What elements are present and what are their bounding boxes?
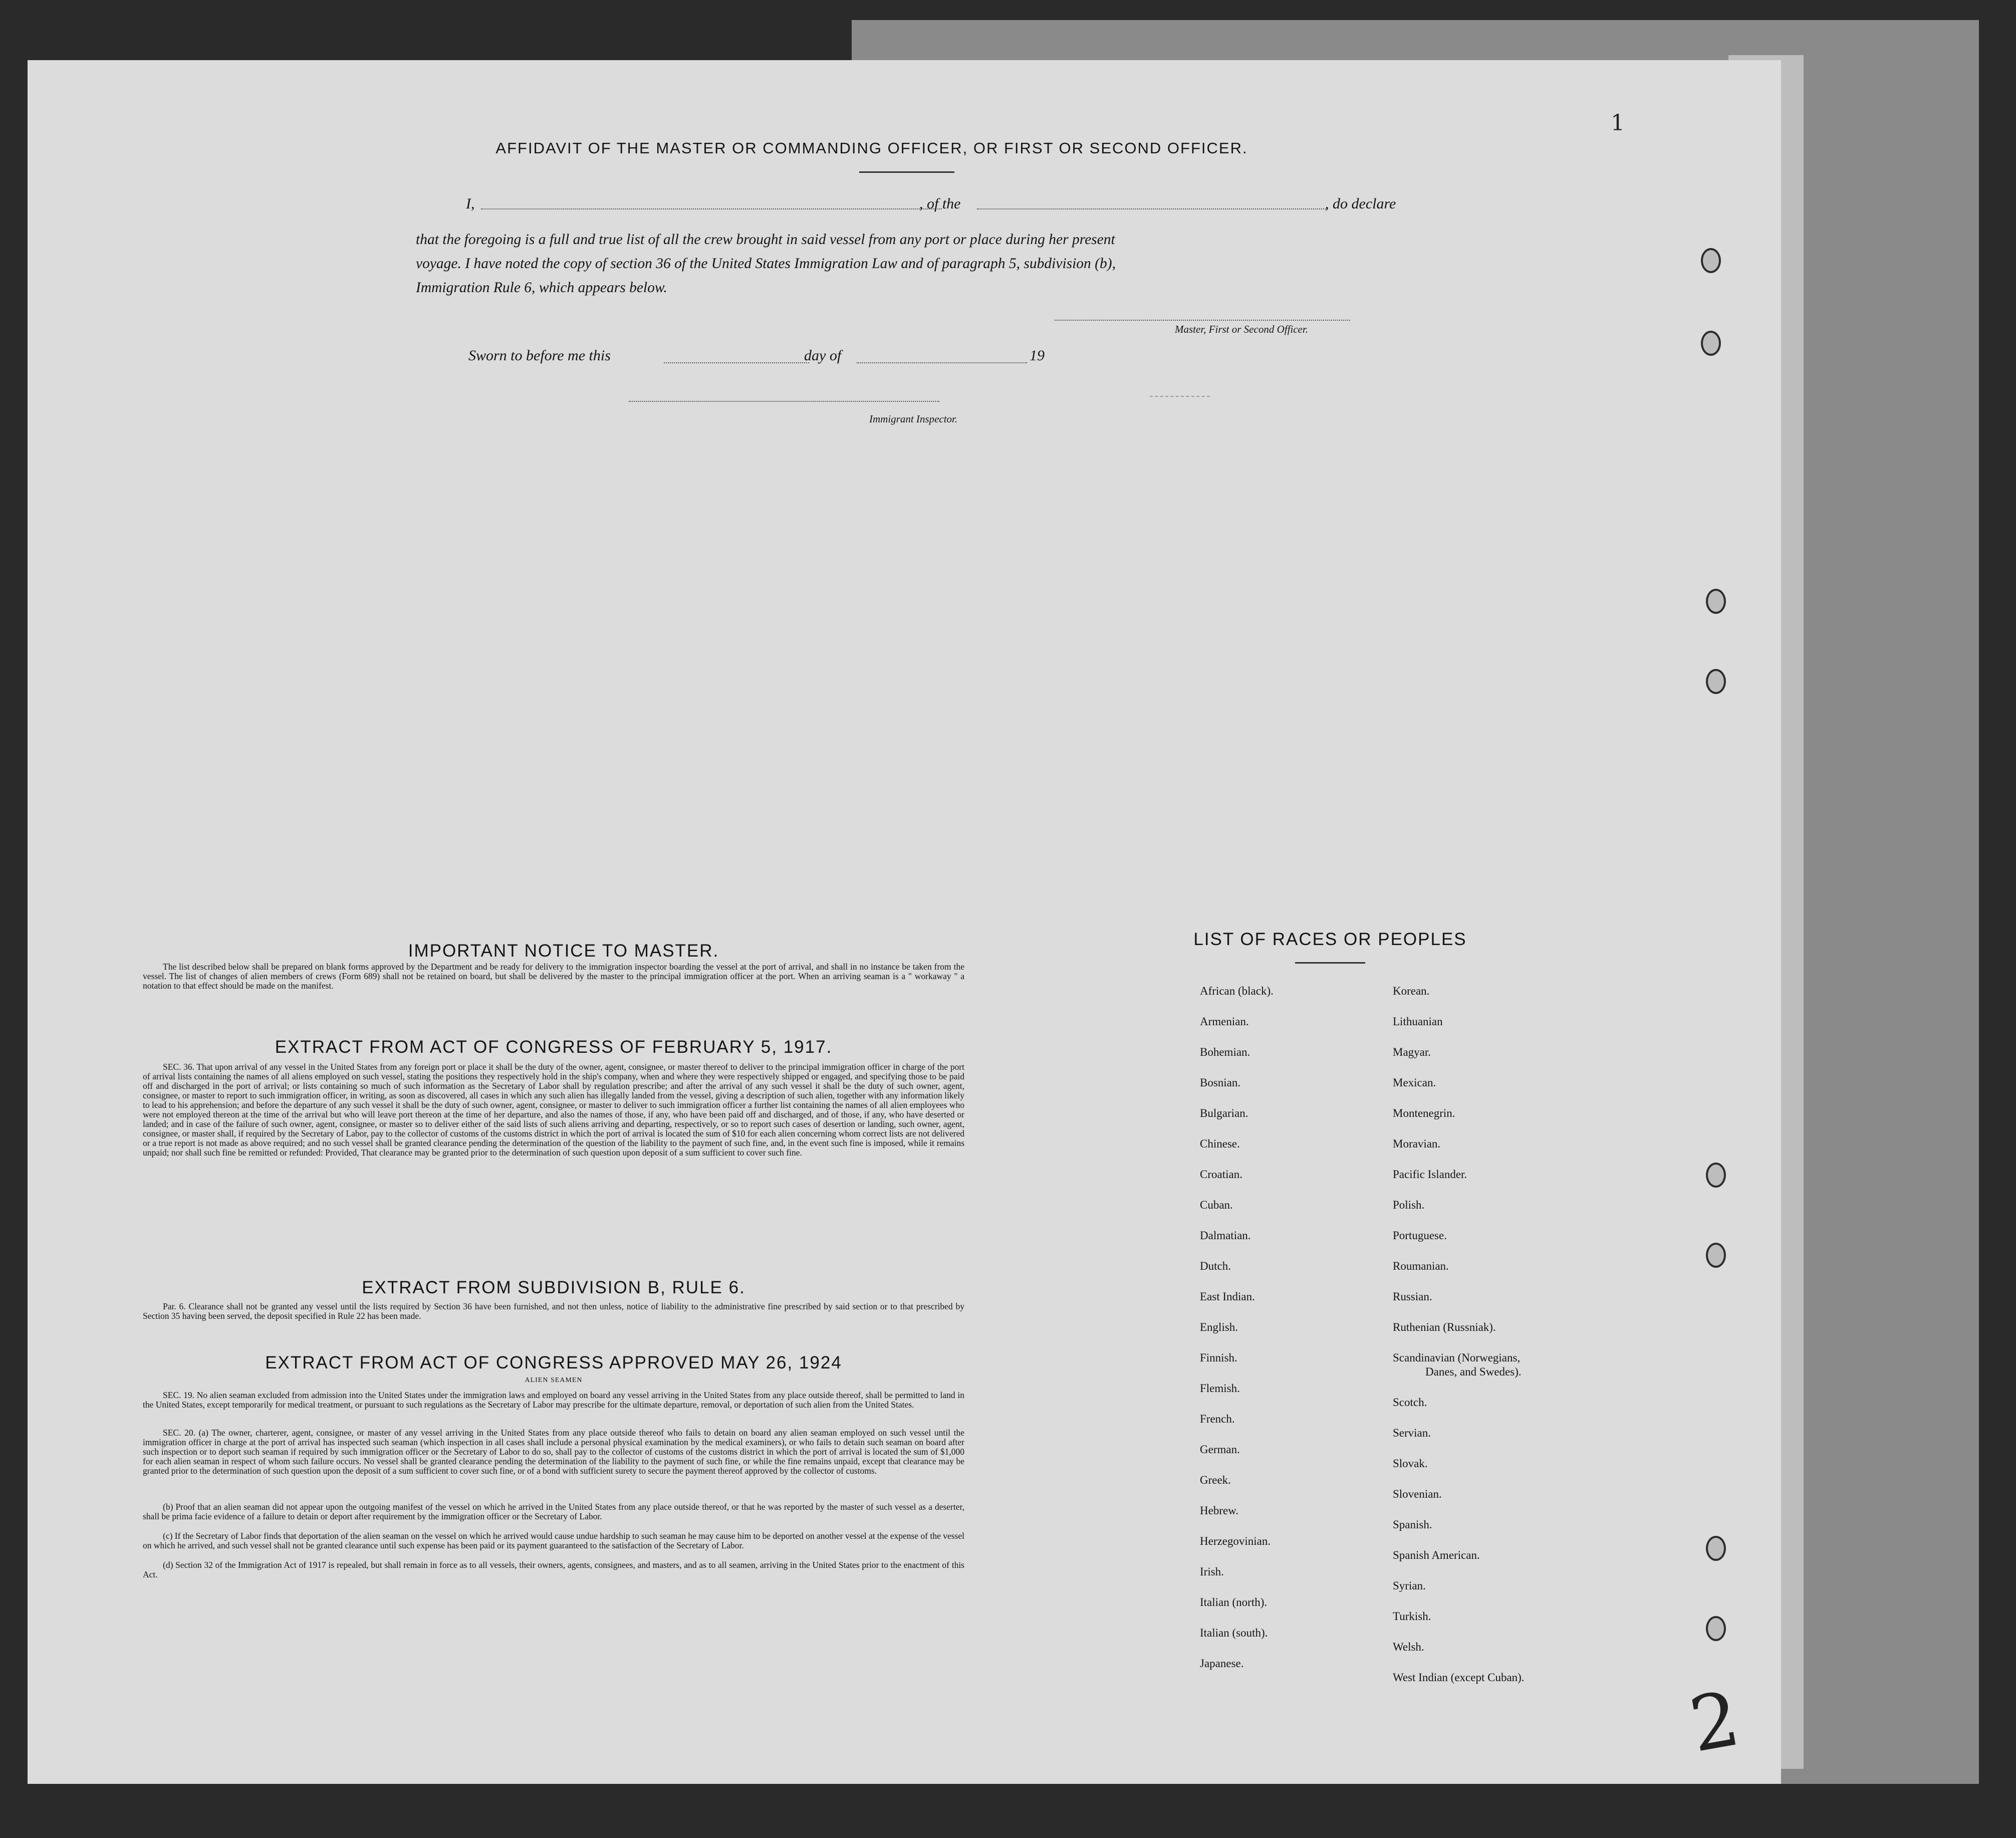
race-item: Greek.: [1200, 1474, 1231, 1486]
sworn-month-blank: [857, 362, 1027, 363]
punch-hole: [1701, 248, 1721, 273]
affidavit-declare: , do declare: [1325, 195, 1396, 212]
race-item: Italian (north).: [1200, 1596, 1268, 1609]
race-item: African (black).: [1200, 985, 1274, 997]
race-item: Danes, and Swedes).: [1425, 1365, 1522, 1378]
vessel-blank: [977, 208, 1328, 209]
corner-mark: 2: [1683, 1675, 1746, 1769]
extract-1917-title: EXTRACT FROM ACT OF CONGRESS OF FEBRUARY 5, 1917.: [275, 1037, 833, 1057]
race-item: Pacific Islander.: [1393, 1168, 1467, 1181]
race-item: Italian (south).: [1200, 1627, 1268, 1639]
manifest-page: [28, 60, 1781, 1784]
race-item: Bulgarian.: [1200, 1107, 1248, 1119]
punch-hole: [1706, 1616, 1726, 1641]
race-item: Herzegovinian.: [1200, 1535, 1271, 1547]
race-item: Cuban.: [1200, 1199, 1233, 1211]
punch-hole: [1706, 1536, 1726, 1561]
extract-1924-subtitle: ALIEN SEAMEN: [525, 1376, 583, 1384]
race-item: French.: [1200, 1413, 1235, 1425]
punch-hole: [1706, 669, 1726, 694]
race-item: Bosnian.: [1200, 1076, 1241, 1089]
race-item: Japanese.: [1200, 1657, 1244, 1670]
race-item: Finnish.: [1200, 1351, 1237, 1364]
race-item: Roumanian.: [1393, 1260, 1449, 1272]
title-rule: [859, 171, 954, 173]
extract-rule6-title: EXTRACT FROM SUBDIVISION B, RULE 6.: [362, 1278, 745, 1297]
affidavit-line4: Immigration Rule 6, which appears below.: [416, 280, 667, 296]
race-item: Welsh.: [1393, 1641, 1424, 1653]
race-item: Servian.: [1393, 1427, 1431, 1439]
page-number: 1: [1611, 110, 1625, 136]
race-item: Irish.: [1200, 1565, 1224, 1578]
race-item: Flemish.: [1200, 1382, 1240, 1395]
race-item: Armenian.: [1200, 1015, 1249, 1028]
race-item: Lithuanian: [1393, 1015, 1443, 1028]
race-item: Hebrew.: [1200, 1504, 1239, 1517]
race-item: Scotch.: [1393, 1396, 1427, 1409]
race-item: Slovenian.: [1393, 1488, 1442, 1500]
affidavit-i: I,: [466, 195, 475, 212]
race-item: Chinese.: [1200, 1137, 1240, 1150]
race-item: Moravian.: [1393, 1137, 1441, 1150]
race-item: Slovak.: [1393, 1457, 1428, 1470]
punch-hole: [1701, 331, 1721, 356]
notice-text: The list described below shall be prepared on blank forms approved by the Department and be ready for delivery to the immigration inspector boarding the vessel at the port of arrival, and shall in no instance be taken from the vessel. The list of changes of alien members of crews (Form 689) shall not be retained on board, but shall be delivered by the master to the principal immigration officer at the port. When an arriving seaman is a " workaway " a notation to that effect should be made on the manifest.: [143, 962, 964, 991]
sworn-day-blank: [664, 362, 809, 363]
race-item: Spanish American.: [1393, 1549, 1480, 1561]
name-blank: [481, 208, 942, 209]
race-item: East Indian.: [1200, 1290, 1255, 1303]
punch-hole: [1706, 1243, 1726, 1268]
affidavit-title: AFFIDAVIT OF THE MASTER OR COMMANDING OFFICER, OR FIRST OR SECOND OFFICER.: [495, 139, 1248, 157]
race-item: West Indian (except Cuban).: [1393, 1671, 1525, 1684]
race-item: Turkish.: [1393, 1610, 1431, 1623]
punch-hole: [1706, 589, 1726, 614]
race-item: Montenegrin.: [1393, 1107, 1455, 1119]
sworn-label: Sworn to before me this: [468, 347, 611, 364]
race-item: Croatian.: [1200, 1168, 1242, 1181]
race-item: Polish.: [1393, 1199, 1425, 1211]
race-item: Portuguese.: [1393, 1229, 1447, 1242]
affidavit-of-the: , of the: [919, 195, 961, 212]
race-item: Dutch.: [1200, 1260, 1231, 1272]
notice-title: IMPORTANT NOTICE TO MASTER.: [408, 941, 719, 961]
extract-1924-sec20d: (d) Section 32 of the Immigration Act of 1917 is repealed, but shall remain in force as to all vessels, their owners, agents, consignees, and masters, and as to all seamen, arriving in the United States prior to the enactment of this Act.: [143, 1560, 964, 1579]
race-item: Scandinavian (Norwegians,: [1393, 1351, 1521, 1364]
inspector-label: Immigrant Inspector.: [869, 413, 958, 425]
race-item: Bohemian.: [1200, 1046, 1250, 1058]
races-title: LIST OF RACES OR PEOPLES: [1193, 930, 1467, 949]
race-item: Syrian.: [1393, 1579, 1426, 1592]
race-item: English.: [1200, 1321, 1238, 1333]
affidavit-line2: that the foregoing is a full and true list of all the crew brought in said vessel from any port or place during her present: [416, 232, 1115, 248]
race-item: Spanish.: [1393, 1518, 1432, 1531]
extract-rule6-text: Par. 6. Clearance shall not be granted any vessel until the lists required by Section 36 have been furnished, and not then unless, notice of liability to the administrative fine prescribed by said section or to that prescribed by Section 35 having been served, the deposit specified in Rule 22 has been made.: [143, 1301, 964, 1321]
race-item: Mexican.: [1393, 1076, 1436, 1089]
sworn-day-of: day of: [804, 347, 842, 364]
extract-1924-sec20a: SEC. 20. (a) The owner, charterer, agent, consignee, or master of any vessel arriving in the United States from any place outside thereof who fails to detain on board any alien seaman employed on such vessel until the immigration officer in charge at the port of arrival has inspected such seaman (which inspection in all cases shall include a personal physical examination by the medical examiners), or who fails to detain such seaman on board after such inspection or to deport such seaman if required by such immigration officer or the Secretary of Labor to do so, shall pay to the collector of customs of the customs district in which the port of arrival is located the sum of $1,000 for each alien seaman in respect of whom such failure occurs. No vessel shall be granted clearance pending the determination of the liability to the payment of such fine, or while the fine remains unpaid, except that clearance may be granted prior to the determination of such question upon the deposit of a sum sufficient to cover such fine, or of a bond with sufficient surety to secure the payment thereof approved by the collector of customs.: [143, 1428, 964, 1476]
sworn-year: 19: [1030, 347, 1045, 364]
signature-blank: [1055, 320, 1350, 321]
punch-hole: [1706, 1163, 1726, 1188]
extract-1924-sec20b: (b) Proof that an alien seaman did not appear upon the outgoing manifest of the vessel on which he arrived in the United States from any place outside thereof, or that he was reported by the master of such vessel as a deserter, shall be prima facie evidence of a failure to detain or deport after requirement by the immigration officer or the Secretary of Labor.: [143, 1502, 964, 1521]
race-item: German.: [1200, 1443, 1240, 1456]
races-title-rule: [1295, 962, 1365, 964]
race-item: Russian.: [1393, 1290, 1432, 1303]
extract-1924-title: EXTRACT FROM ACT OF CONGRESS APPROVED MAY 26, 1924: [265, 1353, 842, 1372]
extract-1917-text: SEC. 36. That upon arrival of any vessel in the United States from any foreign port or place it shall be the duty of the owner, agent, consignee, or master thereof to deliver to the principal immigration officer in charge of the port of arrival lists containing the names of all aliens employed on such vessel, stating the positions they respectively hold in the ship's company, when and where they were respectively shipped or engaged, and specifying those to be paid off and discharged in the port of arrival; or lists containing so much of such information as the Secretary of Labor shall by regulation prescribe; and after the arrival of any such vessel it shall be the duty of such owner, agent, consignee, or master to report to such immigration officer, in writing, as soon as discovered, all cases in which any such alien has illegally landed from the vessel, giving a description of such alien, together with any information likely to lead to his apprehension; and before the departure of any such vessel it shall be the duty of such owner, agent, consignee, or master to deliver to such immigration officer a further list containing the names of all alien employees who were not employed thereon at the time of the arrival but who will leave port thereon at the time of her departure, and also the names of those, if any, who have been paid off and discharged, and of those, if any, who have deserted or landed; and in case of the failure of such owner, agent, consignee, or master so to deliver either of the said lists of such aliens arriving and departing, respectively, or so to report such cases of desertion or landing, such owner, agent, consignee, or master shall, if required by the Secretary of Labor, pay to the collector of customs of the customs district in which the port of arrival is located the sum of $10 for each alien concerning whom correct lists are not delivered or a true report is not made as above required; and no such vessel shall be granted clearance pending the determination of the question of the liability to the payment of such fine, and, in the event such fine is imposed, while it remains unpaid; nor shall such fine be remitted or refunded: Provided, That clearance may be granted prior to the determination of such question upon deposit of a sum sufficient to cover such fine.: [143, 1062, 964, 1158]
race-item: Dalmatian.: [1200, 1229, 1251, 1242]
race-item: Ruthenian (Russniak).: [1393, 1321, 1496, 1333]
extract-1924-sec20c: (c) If the Secretary of Labor finds that deportation of the alien seaman on the vessel on which he arrived would cause undue hardship to such seaman he may cause him to be deported on another vessel at the expense of the vessel on which he arrived, and such vessel shall not be granted clearance until such expense has been paid or its payment guaranteed to the satisfaction of the Secretary of Labor.: [143, 1531, 964, 1550]
inspector-blank: [629, 401, 939, 402]
extract-1924-sec19: SEC. 19. No alien seaman excluded from admission into the United States under the immigration laws and employed on board any vessel arriving in the United States from any place outside thereof, shall be permitted to land in the United States, except temporarily for medical treatment, or pursuant to such regulations as the Secretary of Labor may prescribe for the ultimate departure, removal, or deportation of such alien from the United States.: [143, 1390, 964, 1410]
race-item: Korean.: [1393, 985, 1430, 997]
affidavit-line3: voyage. I have noted the copy of section 36 of the United States Immigration Law and of paragraph 5, subdivision (b),: [416, 256, 1116, 272]
signature-label: Master, First or Second Officer.: [1175, 323, 1308, 335]
bleed-through-dash: [1150, 396, 1210, 397]
race-item: Magyar.: [1393, 1046, 1431, 1058]
